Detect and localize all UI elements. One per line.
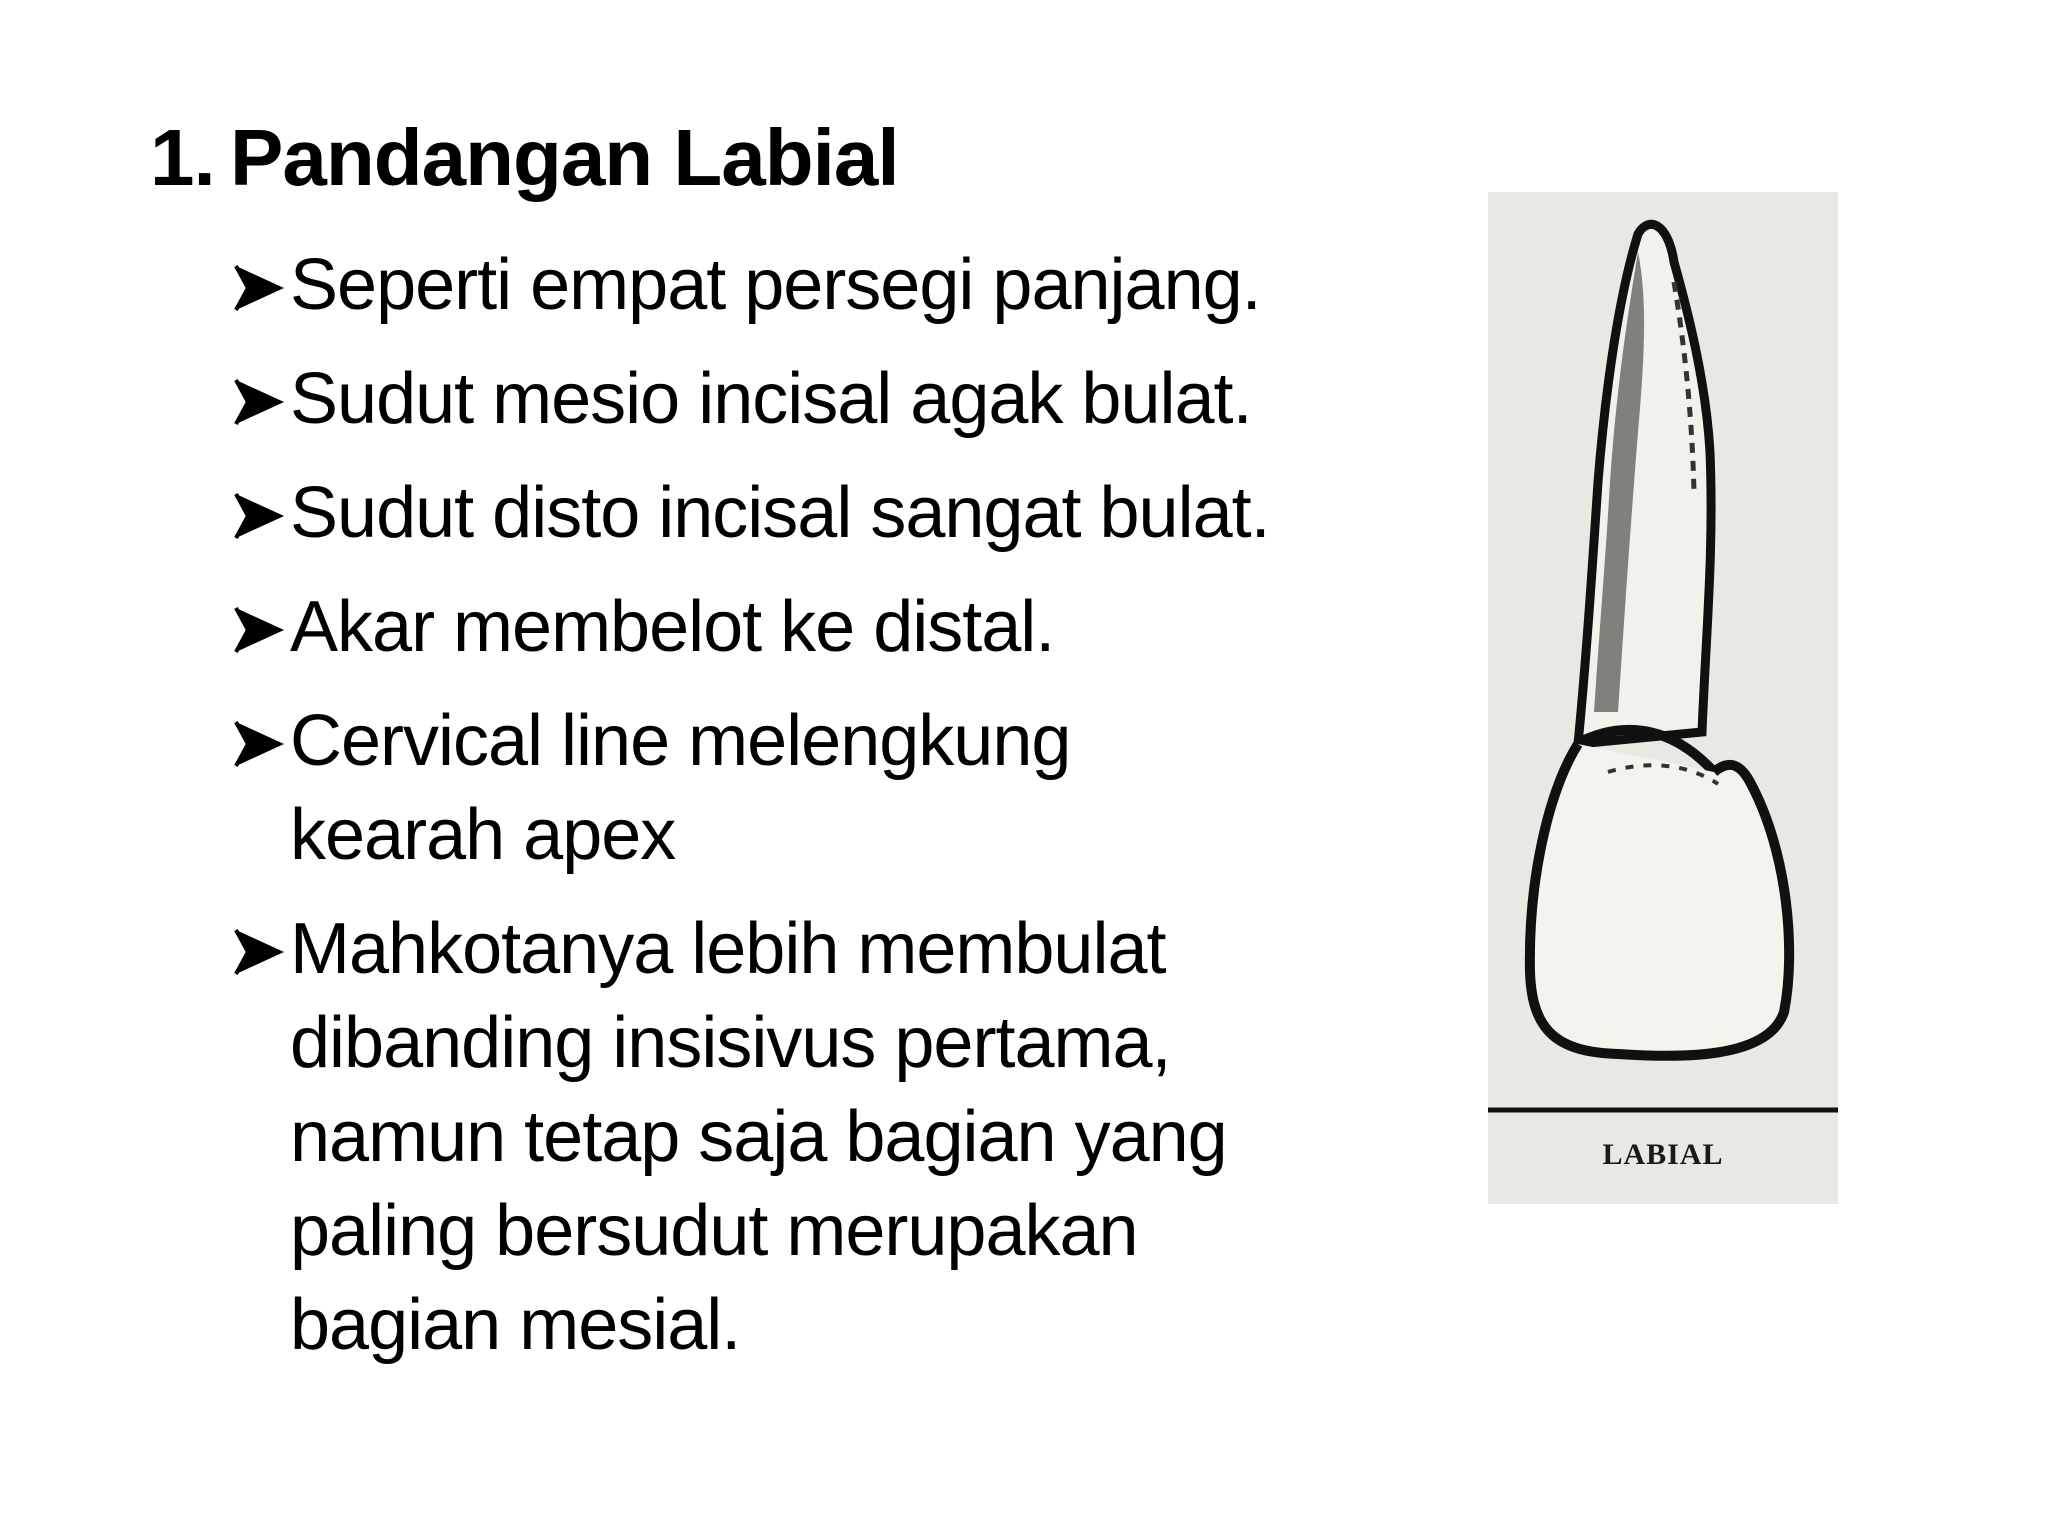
bullet-item — [232, 238, 1332, 332]
bullet-item — [232, 694, 1270, 882]
bullet-item — [232, 466, 1332, 560]
bullet-item — [232, 902, 1350, 1372]
arrowhead-bullet-icon — [232, 262, 288, 314]
slide-heading — [150, 110, 899, 206]
arrowhead-bullet-icon — [232, 718, 288, 770]
heading-text: Pandangan Labial — [230, 113, 899, 202]
bullet-item — [232, 580, 1332, 674]
bullet-item — [232, 352, 1332, 446]
arrowhead-bullet-icon — [232, 926, 288, 978]
arrowhead-bullet-icon — [232, 604, 288, 656]
bullet-text: Sudut mesio incisal agak bulat. — [290, 359, 1252, 439]
bullet-text: Mahkotanya lebih membulat dibanding insisivus pertama, namun tetap saja bagian yang paling bersudut merupakan bagian mesial. — [290, 909, 1227, 1365]
tooth-labial-illustration-icon — [1488, 192, 1838, 1204]
arrowhead-bullet-icon — [232, 490, 288, 542]
tooth-figure — [1488, 192, 1838, 1204]
arrowhead-bullet-icon — [232, 376, 288, 428]
bullet-text: Seperti empat persegi panjang. — [290, 245, 1261, 325]
bullet-list — [232, 238, 1332, 1392]
figure-label: LABIAL — [1602, 1138, 1724, 1171]
bullet-text: Cervical line melengkung kearah apex — [290, 701, 1071, 875]
bullet-text: Akar membelot ke distal. — [290, 587, 1055, 667]
heading-number: 1. — [150, 113, 215, 202]
bullet-text: Sudut disto incisal sangat bulat. — [290, 473, 1270, 553]
